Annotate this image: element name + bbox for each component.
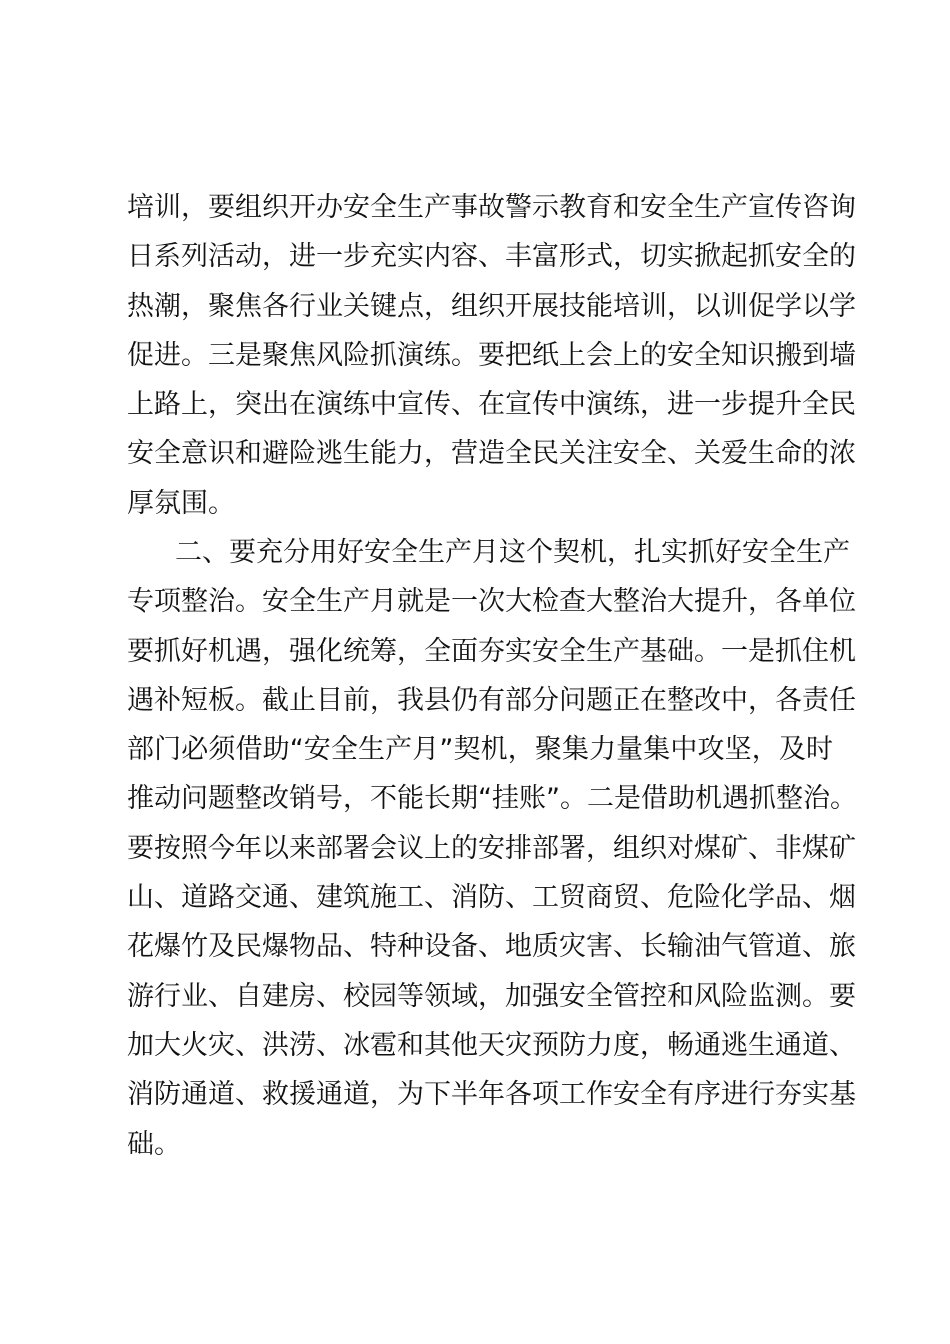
text-line: 部门必须借助“安全生产月”契机，聚集力量集中攻坚，及时 [127,734,833,766]
paragraph-continued [127,183,856,528]
text-line: 促进。三是聚焦风险抓演练。要把纸上会上的安全知识搬到墙 [127,339,856,371]
text-line: 要抓好机遇，强化统筹，全面夯实安全生产基础。一是抓住机 [127,635,856,667]
text-line: 础。 [127,1128,181,1160]
text-line: 要按照今年以来部署会议上的安排部署，组织对煤矿、非煤矿 [127,832,856,864]
paragraph-two [127,528,857,1169]
text-line: 推动问题整改销号，不能长期“挂账”。二是借助机遇抓整治。 [127,783,857,815]
text-line: 加大火灾、洪涝、冰雹和其他天灾预防力度，畅通逃生通道、 [127,1029,856,1061]
text-line: 游行业、自建房、校园等领域，加强安全管控和风险监测。要 [127,980,856,1012]
text-line: 消防通道、救援通道，为下半年各项工作安全有序进行夯实基 [127,1079,856,1111]
text-line: 日系列活动，进一步充实内容、丰富形式，切实掀起抓安全的 [127,241,856,273]
text-line: 厚氛围。 [127,487,235,519]
text-line: 安全意识和避险逃生能力，营造全民关注安全、关爱生命的浓 [127,438,856,470]
text-line: 遇补短板。截止目前，我县仍有部分问题正在整改中，各责任 [127,684,856,716]
text-line: 热潮，聚焦各行业关键点，组织开展技能培训，以训促学以学 [127,290,856,322]
text-line-indented: 二、要充分用好安全生产月这个契机，扎实抓好安全生产 [175,537,850,568]
text-line: 培训，要组织开办安全生产事故警示教育和安全生产宣传咨询 [127,192,856,223]
text-line: 山、道路交通、建筑施工、消防、工贸商贸、危险化学品、烟 [127,882,856,914]
text-line: 花爆竹及民爆物品、特种设备、地质灾害、长输油气管道、旅 [127,931,856,963]
text-line: 上路上，突出在演练中宣传、在宣传中演练，进一步提升全民 [127,389,856,421]
text-line: 专项整治。安全生产月就是一次大检查大整治大提升，各单位 [127,586,856,618]
